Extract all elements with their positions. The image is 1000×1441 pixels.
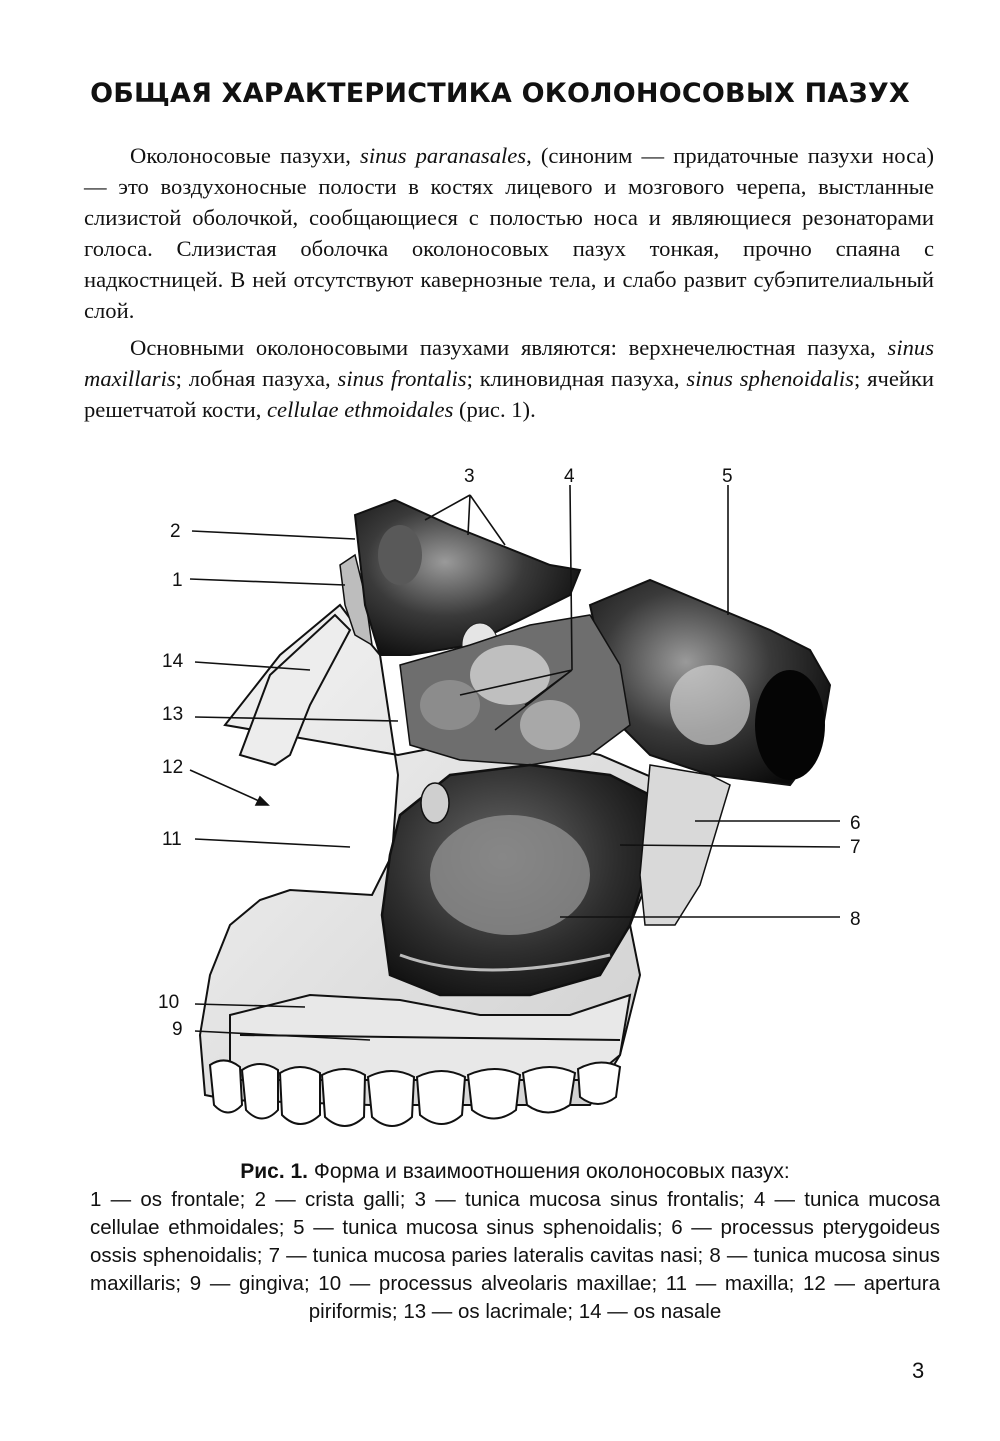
label-8: 8 <box>850 909 861 930</box>
label-4: 4 <box>564 466 575 487</box>
caption-heading <box>90 1158 940 1186</box>
label-11: 11 <box>162 829 182 850</box>
p2-text-2: ; лобная пазуха, <box>175 366 338 391</box>
label-14: 14 <box>162 651 184 672</box>
p2-text-3: ; клиновидная пазуха, <box>466 366 687 391</box>
label-9: 9 <box>172 1019 183 1040</box>
p2-text-1: Основными околоносовыми пазухами являются: верхнечелюстная пазуха, <box>130 335 888 360</box>
label-12: 12 <box>162 757 184 778</box>
label-6: 6 <box>850 813 861 834</box>
p2-latin-2: sinus frontalis <box>337 366 467 391</box>
page-title: ОБЩАЯ ХАРАКТЕРИСТИКА ОКОЛОНОСОВЫХ ПАЗУХ <box>90 78 910 109</box>
caption-legend: 1 — os frontale; 2 — crista galli; 3 — tunica mucosa sinus frontalis; 4 — tunica mucosa cellulae ethmoidales; 5 — tunica mucosa sinus sphenoidalis; 6 — processus pterygoideus ossis sphenoidalis; 7 — tunica mucosa paries lateralis cavitas nasi; 8 — tunica mucosa sinus maxillaris; 9 — gingiva; 10 — processus alveolaris maxillae; 11 — maxilla; 12 — apertura piriformis; 13 — os lacrimale; 14 — os nasale <box>90 1188 940 1323</box>
figure-caption <box>90 1158 940 1326</box>
skull-illustration <box>150 455 870 1155</box>
p2-text-5: (рис. 1). <box>453 397 536 422</box>
label-5: 5 <box>722 466 733 487</box>
label-10: 10 <box>158 992 180 1013</box>
label-2: 2 <box>170 521 181 542</box>
label-3: 3 <box>464 466 475 487</box>
label-1: 1 <box>172 570 183 591</box>
label-13: 13 <box>162 704 184 725</box>
p2-latin-3: sinus sphenoidalis <box>686 366 854 391</box>
paragraph-2 <box>84 332 934 425</box>
caption-heading-text: Форма и взаимоотношения околоносовых пазух: <box>308 1160 790 1183</box>
p1-text-2: , (синоним — придаточные пазухи носа) — это воздухоносные полости в костях лицевого и мозгового черепа, выстланные слизистой оболочкой, сообщающиеся с полостью носа и являющиеся резонаторами голоса. Слизистая оболочка околоносовых пазух тонкая, прочно спаяна с надкостницей. В ней отсутствуют кавернозные тела, и слабо развит субэпителиальный слой. <box>84 143 934 323</box>
p1-text-1: Околоносовые пазухи, <box>130 143 361 168</box>
p2-text-4: ; ячейки решетчатой кости, <box>84 366 935 422</box>
p2-latin-4: cellulae ethmoidales <box>267 397 454 422</box>
paragraph-1 <box>84 140 934 326</box>
p2-latin-1: sinus maxillaris <box>84 335 934 391</box>
page-number: 3 <box>912 1358 925 1383</box>
label-7: 7 <box>850 837 861 858</box>
p1-latin-1: sinus paranasales <box>360 143 527 168</box>
anatomy-figure <box>150 455 870 1155</box>
caption-fig-ref: Рис. 1. <box>240 1160 309 1183</box>
